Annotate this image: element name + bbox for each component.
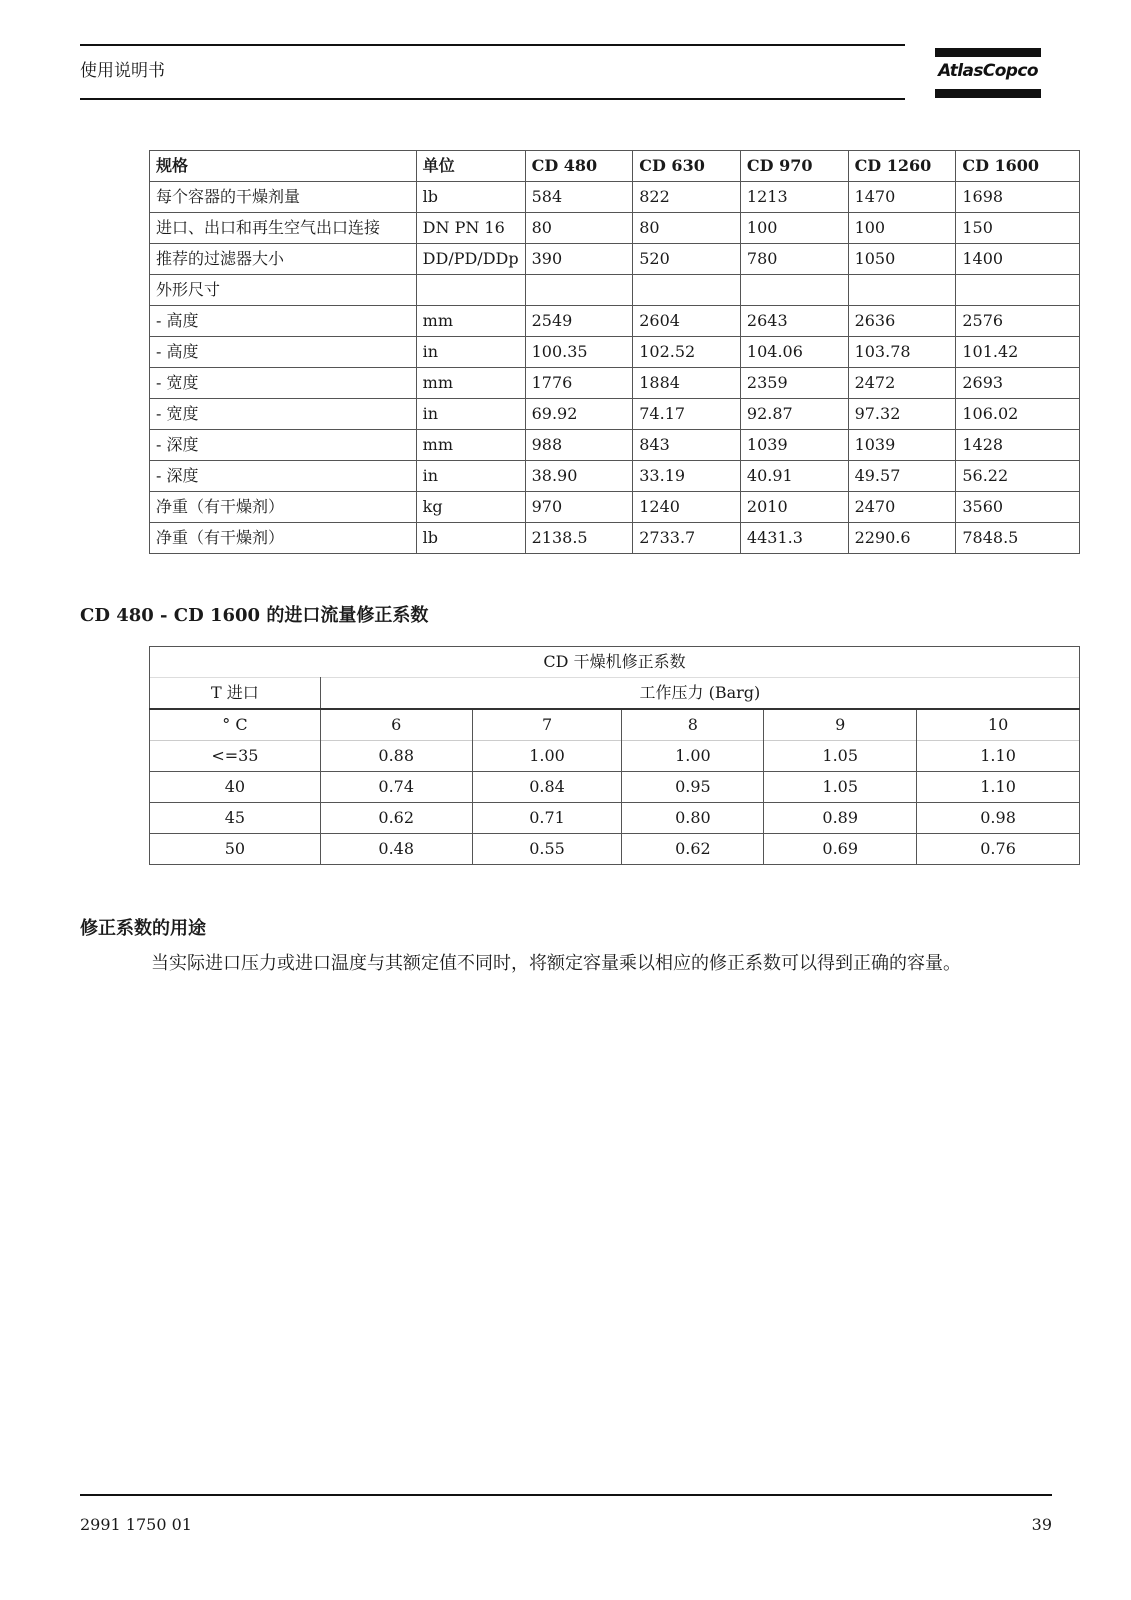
spec-unit-cell: kg [416,492,525,523]
spec-value-cell: 150 [956,213,1080,244]
spec-unit-cell: lb [416,523,525,554]
correction-factor-cell: 1.05 [764,741,917,772]
spec-value-cell: 2290.6 [848,523,956,554]
spec-header-cell: 单位 [416,151,525,182]
spec-value-cell [525,275,633,306]
spec-value-cell: 80 [633,213,741,244]
temperature-unit-label: ° C [150,709,321,741]
spec-header-cell: CD 1260 [848,151,956,182]
spec-label-cell: 每个容器的干燥剂量 [150,182,417,213]
spec-value-cell: 7848.5 [956,523,1080,554]
spec-value-cell: 1776 [525,368,633,399]
table-row [150,523,1080,554]
spec-value-cell: 106.02 [956,399,1080,430]
spec-value-cell: 2138.5 [525,523,633,554]
spec-label-cell: - 宽度 [150,399,417,430]
spec-label-cell: - 高度 [150,306,417,337]
inlet-temperature-cell: <=35 [150,741,321,772]
pressure-header: 9 [764,709,917,741]
correction-factor-cell: 0.48 [320,834,472,865]
spec-value-cell: 1470 [848,182,956,213]
table-row [150,461,1080,492]
spec-value-cell: 1240 [633,492,741,523]
spec-unit-cell [416,275,525,306]
table-row [150,275,1080,306]
spec-value-cell: 2359 [740,368,848,399]
spec-label-cell: - 宽度 [150,368,417,399]
correction-factor-cell: 0.62 [622,834,764,865]
table-row [150,368,1080,399]
spec-header-cell: 规格 [150,151,417,182]
page-number: 39 [1031,1515,1052,1534]
spec-label-cell: 外形尺寸 [150,275,417,306]
spec-value-cell [740,275,848,306]
spec-header-cell: CD 970 [740,151,848,182]
correction-factor-cell: 0.76 [917,834,1080,865]
header-top-rule [80,44,905,46]
correction-factor-cell: 0.95 [622,772,764,803]
spec-value-cell: 2472 [848,368,956,399]
logo-text: AtlasCopco [938,61,1038,81]
correction-factor-cell: 1.00 [622,741,764,772]
spec-value-cell [848,275,956,306]
table-row [150,834,1080,865]
spec-header-cell: CD 1600 [956,151,1080,182]
spec-unit-cell: DN PN 16 [416,213,525,244]
spec-value-cell: 1884 [633,368,741,399]
header-bottom-rule [80,98,905,100]
spec-unit-cell: in [416,337,525,368]
correction-factor-cell: 1.00 [472,741,622,772]
pressure-header: 8 [622,709,764,741]
document-title: 使用说明书 [80,61,165,81]
correction-factor-table [149,646,1080,865]
spec-value-cell: 2733.7 [633,523,741,554]
spec-value-cell: 2010 [740,492,848,523]
correction-factor-cell: 1.05 [764,772,917,803]
table-row [150,182,1080,213]
spec-label-cell: - 深度 [150,461,417,492]
correction-factor-cell: 1.10 [917,772,1080,803]
usage-paragraph: 当实际进口压力或进口温度与其额定值不同时，将额定容量乘以相应的修正系数可以得到正确的容量。 [151,953,961,974]
spec-value-cell: 2636 [848,306,956,337]
correction-factor-cell: 0.80 [622,803,764,834]
spec-header-cell: CD 480 [525,151,633,182]
spec-header-cell: CD 630 [633,151,741,182]
correction-table-title: CD 干燥机修正系数 [150,647,1080,678]
spec-unit-cell: in [416,399,525,430]
correction-factor-cell: 0.88 [320,741,472,772]
spec-value-cell: 103.78 [848,337,956,368]
correction-factor-cell: 1.10 [917,741,1080,772]
pressure-label: 工作压力 (Barg) [320,678,1079,710]
spec-value-cell: 56.22 [956,461,1080,492]
t-inlet-label: T 进口 [150,678,321,710]
spec-label-cell: 净重（有干燥剂） [150,492,417,523]
spec-value-cell: 97.32 [848,399,956,430]
spec-label-cell: - 深度 [150,430,417,461]
spec-unit-cell: DD/PD/DDp [416,244,525,275]
spec-label-cell: 净重（有干燥剂） [150,523,417,554]
spec-value-cell: 1428 [956,430,1080,461]
spec-value-cell: 1050 [848,244,956,275]
spec-label-cell: - 高度 [150,337,417,368]
spec-value-cell: 74.17 [633,399,741,430]
spec-label-cell: 进口、出口和再生空气出口连接 [150,213,417,244]
correction-factor-cell: 0.62 [320,803,472,834]
correction-factor-cell: 0.69 [764,834,917,865]
correction-factor-cell: 0.84 [472,772,622,803]
pressure-header: 10 [917,709,1080,741]
spec-value-cell: 33.19 [633,461,741,492]
spec-value-cell: 1400 [956,244,1080,275]
spec-value-cell: 2470 [848,492,956,523]
spec-value-cell: 80 [525,213,633,244]
spec-label-cell: 推荐的过滤器大小 [150,244,417,275]
correction-factor-cell: 0.89 [764,803,917,834]
spec-value-cell: 2576 [956,306,1080,337]
spec-value-cell: 101.42 [956,337,1080,368]
spec-value-cell: 100 [848,213,956,244]
table-row [150,430,1080,461]
spec-value-cell: 2693 [956,368,1080,399]
correction-factor-cell: 0.71 [472,803,622,834]
spec-value-cell: 2549 [525,306,633,337]
spec-value-cell: 49.57 [848,461,956,492]
document-number: 2991 1750 01 [80,1515,192,1534]
spec-value-cell: 780 [740,244,848,275]
spec-value-cell: 3560 [956,492,1080,523]
atlas-copco-logo [935,48,1041,98]
table-row [150,399,1080,430]
spec-value-cell: 970 [525,492,633,523]
spec-value-cell: 2604 [633,306,741,337]
spec-value-cell: 843 [633,430,741,461]
table-row [150,492,1080,523]
specification-table [149,150,1080,554]
spec-value-cell: 100.35 [525,337,633,368]
spec-value-cell: 1039 [848,430,956,461]
spec-unit-cell: lb [416,182,525,213]
spec-value-cell: 69.92 [525,399,633,430]
pressure-header: 6 [320,709,472,741]
spec-value-cell: 100 [740,213,848,244]
section-heading: CD 480 - CD 1600 的进口流量修正系数 [80,605,429,626]
spec-value-cell: 4431.3 [740,523,848,554]
inlet-temperature-cell: 45 [150,803,321,834]
spec-value-cell: 390 [525,244,633,275]
spec-value-cell: 584 [525,182,633,213]
correction-factor-cell: 0.55 [472,834,622,865]
spec-value-cell: 520 [633,244,741,275]
spec-value-cell: 92.87 [740,399,848,430]
spec-unit-cell: mm [416,368,525,399]
table-row [150,741,1080,772]
table-row [150,803,1080,834]
usage-heading: 修正系数的用途 [80,918,206,939]
spec-value-cell: 104.06 [740,337,848,368]
table-row [150,244,1080,275]
correction-factor-cell: 0.74 [320,772,472,803]
spec-value-cell: 40.91 [740,461,848,492]
pressure-header: 7 [472,709,622,741]
spec-header-row [150,151,1080,182]
table-row [150,337,1080,368]
inlet-temperature-cell: 40 [150,772,321,803]
spec-value-cell: 1213 [740,182,848,213]
spec-value-cell: 102.52 [633,337,741,368]
spec-value-cell: 1698 [956,182,1080,213]
spec-value-cell [633,275,741,306]
inlet-temperature-cell: 50 [150,834,321,865]
spec-unit-cell: mm [416,430,525,461]
table-row [150,306,1080,337]
spec-value-cell: 1039 [740,430,848,461]
correction-factor-cell: 0.98 [917,803,1080,834]
table-row [150,213,1080,244]
table-row [150,772,1080,803]
spec-value-cell: 38.90 [525,461,633,492]
spec-unit-cell: mm [416,306,525,337]
spec-value-cell: 2643 [740,306,848,337]
spec-value-cell: 822 [633,182,741,213]
footer-rule [80,1494,1052,1496]
spec-value-cell [956,275,1080,306]
spec-unit-cell: in [416,461,525,492]
spec-value-cell: 988 [525,430,633,461]
